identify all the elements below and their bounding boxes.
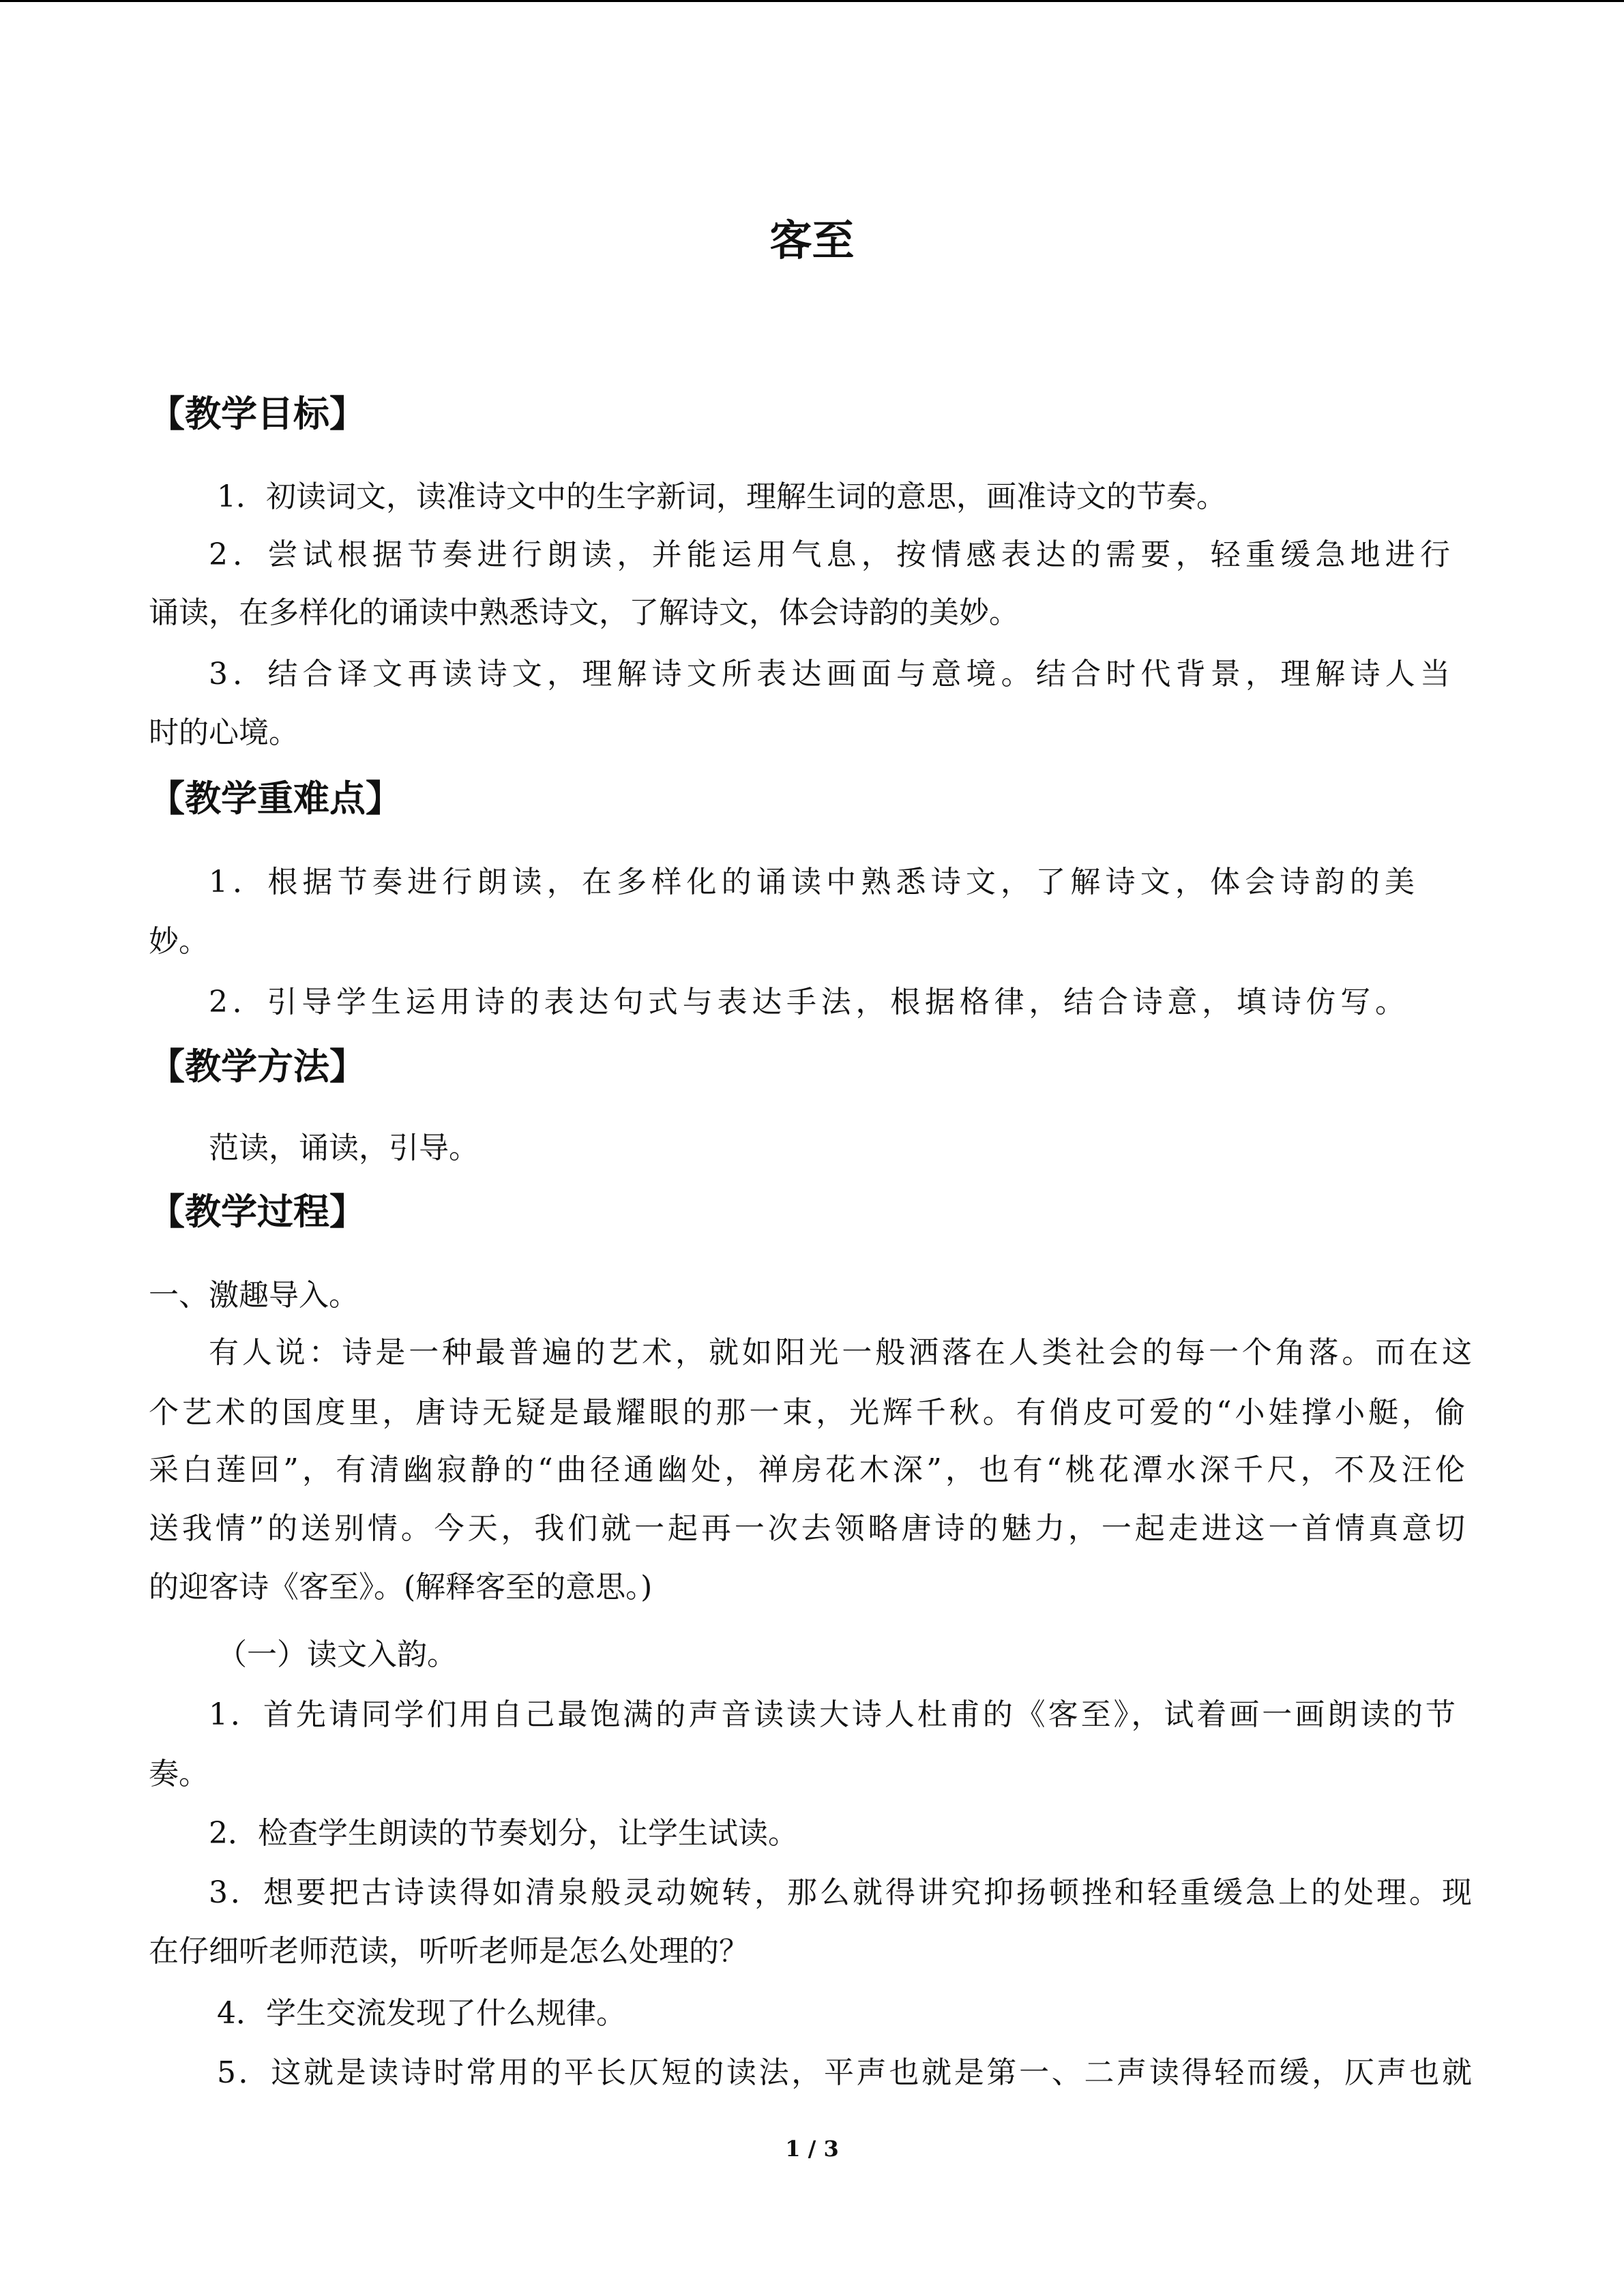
- top-border-line: [0, 0, 1624, 2]
- document-title: 客至: [769, 215, 855, 265]
- process-subheading: （一）读文入韵。: [217, 1637, 457, 1672]
- key-point-line: 1．根据节奏进行朗读，在多样化的诵读中熟悉诗文，了解诗文，体会诗韵的美: [209, 865, 1415, 899]
- objective-line: 1．初读词文，读准诗文中的生字新词，理解生词的意思，画准诗文的节奏。: [217, 479, 1226, 514]
- process-line: 个艺术的国度里，唐诗无疑是最耀眼的那一束，光辉千秋。有俏皮可爱的“小娃撑小艇，偷: [149, 1395, 1465, 1430]
- process-line: 1．首先请同学们用自己最饱满的声音读读大诗人杜甫的《客至》，试着画一画朗读的节: [209, 1697, 1456, 1732]
- process-line: 3．想要把古诗读得如清泉般灵动婉转，那么就得讲究抑扬顿挫和轻重缓急上的处理。现: [209, 1875, 1472, 1910]
- section-heading-process: 【教学过程】: [149, 1191, 366, 1233]
- process-line: 5．这就是读诗时常用的平长仄短的读法，平声也就是第一、二声读得轻而缓，仄声也就: [217, 2055, 1472, 2090]
- section-heading-objectives: 【教学目标】: [149, 393, 366, 435]
- process-line: 送我情”的送别情。今天，我们就一起再一次去领略唐诗的魅力，一起走进这一首情真意切: [149, 1511, 1465, 1546]
- page-number: 1 / 3: [785, 2136, 839, 2162]
- objective-line: 时的心境。: [149, 715, 299, 750]
- process-line: 有人说：诗是一种最普遍的艺术，就如阳光一般洒落在人类社会的每一个角落。而在这: [209, 1335, 1472, 1370]
- objective-line: 2．尝试根据节奏进行朗读，并能运用气息，按情感表达的需要，轻重缓急地进行: [209, 537, 1450, 572]
- process-line: 采白莲回”，有清幽寂静的“曲径通幽处，禅房花木深”，也有“桃花潭水深千尺，不及汪伦: [149, 1452, 1465, 1487]
- process-line: 4．学生交流发现了什么规律。: [217, 1996, 626, 2031]
- objective-line: 诵读，在多样化的诵读中熟悉诗文，了解诗文，体会诗韵的美妙。: [149, 595, 1019, 630]
- process-line: 的迎客诗《客至》。(解释客至的意思。): [149, 1570, 653, 1605]
- process-line: 在仔细听老师范读，听听老师是怎么处理的？: [149, 1934, 749, 1969]
- process-line: 奏。: [149, 1757, 209, 1791]
- methods-text: 范读，诵读，引导。: [209, 1131, 479, 1165]
- process-line: 2．检查学生朗读的节奏划分，让学生试读。: [209, 1816, 798, 1851]
- key-point-line: 妙。: [149, 924, 209, 959]
- objective-line: 3．结合译文再读诗文，理解诗文所表达画面与意境。结合时代背景，理解诗人当: [209, 657, 1450, 691]
- key-point-line: 2．引导学生运用诗的表达句式与表达手法，根据格律，结合诗意，填诗仿写。: [209, 985, 1405, 1019]
- process-line: 一、激趣导入。: [149, 1278, 359, 1313]
- section-heading-methods: 【教学方法】: [149, 1046, 366, 1088]
- section-heading-key-points: 【教学重难点】: [149, 778, 402, 820]
